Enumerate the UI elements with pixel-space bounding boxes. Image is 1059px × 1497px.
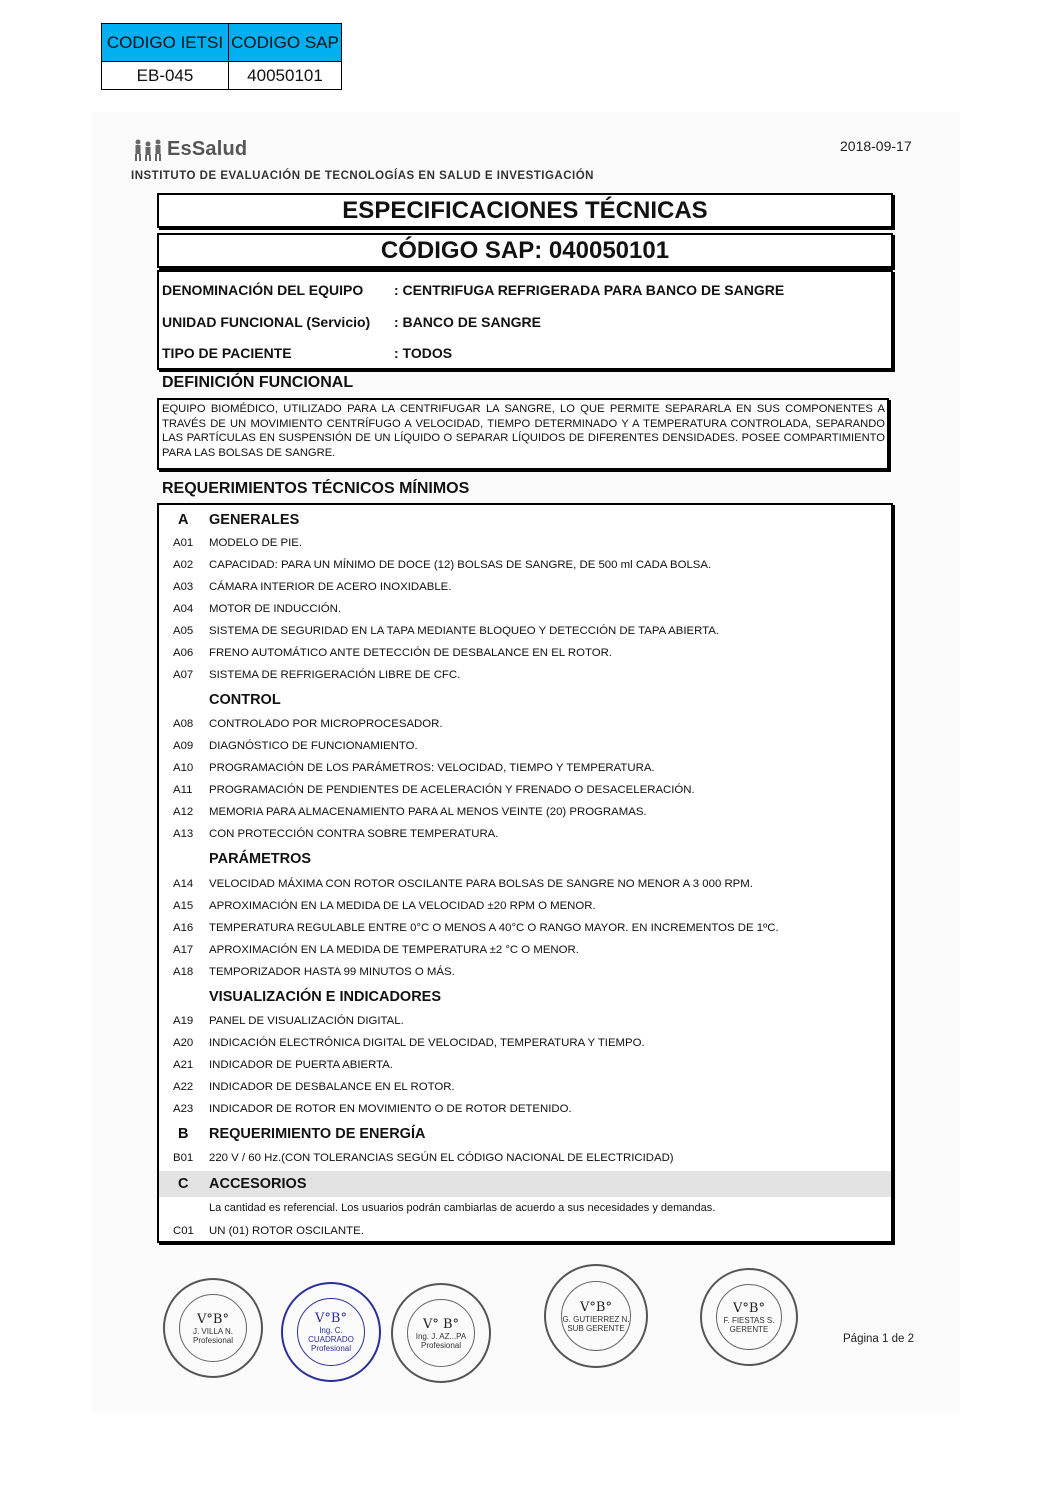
- requirement-row: [159, 643, 891, 663]
- requirement-text: TEMPERATURA REGULABLE ENTRE 0°C O MENOS A 40°C O RANGO MAYOR. EN INCREMENTOS DE 1ºC.: [209, 922, 779, 934]
- tipo-row: [162, 345, 452, 361]
- requerimientos-heading: REQUERIMIENTOS TÉCNICOS MÍNIMOS: [162, 480, 470, 497]
- stamp-5-role: GERENTE: [729, 1324, 769, 1334]
- requirement-text: PROGRAMACIÓN DE LOS PARÁMETROS: VELOCIDAD, TIEMPO Y TEMPERATURA.: [209, 762, 655, 774]
- code-ietsi-value: EB-045: [102, 62, 229, 90]
- stamp-5-vb: V°B°: [733, 1300, 765, 1316]
- requirement-text: CAPACIDAD: PARA UN MÍNIMO DE DOCE (12) BOLSAS DE SANGRE, DE 500 ml CADA BOLSA.: [209, 559, 712, 571]
- denominacion-value: : CENTRIFUGA REFRIGERADA PARA BANCO DE SANGRE: [394, 282, 785, 298]
- section-visualizacion-title: VISUALIZACIÓN E INDICADORES: [209, 989, 442, 1005]
- requirements-box: [157, 503, 893, 1243]
- requirement-text: INDICADOR DE DESBALANCE EN EL ROTOR.: [209, 1081, 455, 1093]
- requirement-row: [159, 962, 891, 982]
- requirement-row: [159, 874, 891, 894]
- logo-text: EsSalud: [167, 138, 248, 160]
- requirement-text: MEMORIA PARA ALMACENAMIENTO PARA AL MENOS VEINTE (20) PROGRAMAS.: [209, 806, 647, 818]
- stamp-4-role: SUB GERENTE: [567, 1323, 625, 1333]
- stamp-3-vb: V° B°: [422, 1316, 460, 1332]
- tipo-label: TIPO DE PACIENTE: [162, 345, 292, 361]
- requirement-code: A09: [173, 740, 194, 752]
- unidad-label: UNIDAD FUNCIONAL (Servicio): [162, 314, 371, 330]
- unidad-value: : BANCO DE SANGRE: [394, 314, 542, 330]
- stamp-4-name: G. GUTIERREZ N.: [562, 1314, 630, 1324]
- denominacion-label: DENOMINACIÓN DEL EQUIPO: [162, 282, 364, 298]
- requirement-row: [159, 918, 891, 938]
- requirement-text: MOTOR DE INDUCCIÓN.: [209, 603, 342, 615]
- requirement-row: [159, 621, 891, 641]
- requirement-row: [159, 599, 891, 619]
- requirement-code: A08: [173, 718, 194, 730]
- requirement-code: A02: [173, 559, 194, 571]
- requirement-code: A12: [173, 806, 194, 818]
- requirement-code: A21: [173, 1059, 194, 1071]
- stamp-2-name: Ing. C. CUADRADO: [308, 1326, 354, 1344]
- requirement-text: FRENO AUTOMÁTICO ANTE DETECCIÓN DE DESBALANCE EN EL ROTOR.: [209, 647, 612, 659]
- requirement-text: INDICADOR DE ROTOR EN MOVIMIENTO O DE ROTOR DETENIDO.: [209, 1103, 572, 1115]
- requirement-text: INDICADOR DE PUERTA ABIERTA.: [209, 1059, 393, 1071]
- requirement-row: [159, 533, 891, 553]
- stamp-3-name: Ing. J. AZ...PA: [415, 1331, 467, 1341]
- requirement-text: TEMPORIZADOR HASTA 99 MINUTOS O MÁS.: [209, 966, 455, 978]
- requirement-text: SISTEMA DE SEGURIDAD EN LA TAPA MEDIANTE BLOQUEO Y DETECCIÓN DE TAPA ABIERTA.: [209, 625, 719, 637]
- stamp-2-vb: V°B°: [315, 1311, 347, 1326]
- requirement-text: APROXIMACIÓN EN LA MEDIDA DE LA VELOCIDAD ±20 RPM O MENOR.: [209, 900, 596, 912]
- requirement-code: A06: [173, 647, 194, 659]
- requirement-row: [159, 1011, 891, 1031]
- requirement-row: [159, 1055, 891, 1075]
- stamp-4-vb: V°B°: [580, 1299, 612, 1315]
- section-a-letter: A: [178, 512, 189, 528]
- requirement-code: A05: [173, 625, 194, 637]
- tipo-value: : TODOS: [394, 345, 453, 361]
- requirement-code: A01: [173, 537, 194, 549]
- page-number: Página 1 de 2: [843, 1333, 914, 1345]
- requirement-code: C01: [173, 1225, 194, 1237]
- section-b-letter: B: [178, 1126, 189, 1142]
- requirement-code: A10: [173, 762, 194, 774]
- requirement-text: PROGRAMACIÓN DE PENDIENTES DE ACELERACIÓN Y FRENADO O DESACELERACIÓN.: [209, 784, 695, 796]
- requirement-text: CONTROLADO POR MICROPROCESADOR.: [209, 718, 443, 730]
- requirement-row: [159, 555, 891, 575]
- requirement-text: APROXIMACIÓN EN LA MEDIDA DE TEMPERATURA ±2 °C O MENOR.: [209, 944, 579, 956]
- code-ietsi-header: CODIGO IETSI: [102, 24, 229, 62]
- requirement-row: [159, 577, 891, 597]
- section-generales-title: GENERALES: [209, 512, 300, 528]
- stamp-1-name: J. VILLA N.: [192, 1326, 234, 1336]
- requirement-text: MODELO DE PIE.: [209, 537, 303, 549]
- requirement-row: [159, 802, 891, 822]
- requirement-text: UN (01) ROTOR OSCILANTE.: [209, 1225, 364, 1237]
- requirement-row: [159, 1099, 891, 1119]
- section-c-letter: C: [178, 1176, 189, 1192]
- stamp-3: [391, 1283, 491, 1383]
- requirement-code: A03: [173, 581, 194, 593]
- definicion-heading: DEFINICIÓN FUNCIONAL: [162, 374, 354, 391]
- requirement-code: A18: [173, 966, 194, 978]
- stamp-5-name: F. FIESTAS S.: [723, 1315, 775, 1325]
- requirement-row: [159, 714, 891, 734]
- unidad-row: [162, 314, 541, 330]
- section-energia-title: REQUERIMIENTO DE ENERGÍA: [209, 1126, 426, 1142]
- code-sap-value: 40050101: [229, 62, 342, 90]
- requirement-text: VELOCIDAD MÁXIMA CON ROTOR OSCILANTE PARA BOLSAS DE SANGRE NO MENOR A 3 000 RPM.: [209, 878, 753, 890]
- requirement-code: A19: [173, 1015, 194, 1027]
- code-table: [101, 23, 342, 90]
- essalud-logo: [133, 138, 247, 161]
- document-title: ESPECIFICACIONES TÉCNICAS: [157, 193, 893, 228]
- section-control-title: CONTROL: [209, 692, 281, 708]
- definicion-text: EQUIPO BIOMÉDICO, UTILIZADO PARA LA CENTRIFUGAR LA SANGRE, LO QUE PERMITE SEPARARLA EN SUS COMPONENTES A TRAVÉS DE UN MOVIMIENTO CENTRÍFUGO A VELOCIDAD, TIEMPO DETERMINADO Y A TEMPERATURA CONTROLADA, SEPARANDO LAS PARTÍCULAS EN SUSPENSIÓN DE UN LÍQUIDO O SEPARAR LÍQUIDOS DE DIFERENTES DENSIDADES. POSEE COMPARTIMIENTO PARA LAS BOLSAS DE SANGRE.: [157, 398, 889, 470]
- stamp-1-vb: V°B°: [197, 1311, 229, 1327]
- code-sap-header: CODIGO SAP: [229, 24, 342, 62]
- sap-code-title: CÓDIGO SAP: 040050101: [157, 233, 893, 268]
- accesorios-note: La cantidad es referencial. Los usuarios podrán cambiarlas de acuerdo a sus necesidades y demandas.: [209, 1202, 716, 1214]
- requirement-text: INDICACIÓN ELECTRÓNICA DIGITAL DE VELOCIDAD, TEMPERATURA Y TIEMPO.: [209, 1037, 645, 1049]
- requirement-row: [159, 1077, 891, 1097]
- section-parametros-title: PARÁMETROS: [209, 851, 312, 867]
- equipment-info-box: [157, 270, 893, 370]
- requirement-row: [159, 780, 891, 800]
- denominacion-row: [162, 282, 784, 298]
- requirement-row: [159, 824, 891, 844]
- requirement-row: [159, 1221, 891, 1241]
- requirement-row: [159, 758, 891, 778]
- stamp-5: [700, 1268, 798, 1366]
- requirement-code: A13: [173, 828, 194, 840]
- requirement-row: [159, 665, 891, 685]
- requirement-code: A07: [173, 669, 194, 681]
- requirement-row: [159, 896, 891, 916]
- stamp-1-role: Profesional: [192, 1335, 234, 1345]
- stamp-1: [163, 1278, 263, 1378]
- requirement-code: A11: [173, 784, 193, 796]
- requirement-code: A22: [173, 1081, 194, 1093]
- requirement-text: CÁMARA INTERIOR DE ACERO INOXIDABLE.: [209, 581, 452, 593]
- document-date: 2018-09-17: [840, 138, 912, 154]
- stamp-2: [281, 1282, 381, 1382]
- requirement-code: A20: [173, 1037, 194, 1049]
- requirement-text: DIAGNÓSTICO DE FUNCIONAMIENTO.: [209, 740, 418, 752]
- stamp-3-role: Profesional: [420, 1340, 462, 1350]
- requirement-code: B01: [173, 1152, 194, 1164]
- stamp-2-role: Profesional: [310, 1344, 352, 1353]
- requirement-text: 220 V / 60 Hz.(CON TOLERANCIAS SEGÚN EL CÓDIGO NACIONAL DE ELECTRICIDAD): [209, 1152, 674, 1164]
- requirement-code: A15: [173, 900, 194, 912]
- requirement-code: A04: [173, 603, 194, 615]
- requirement-row: [159, 1033, 891, 1053]
- requirement-text: PANEL DE VISUALIZACIÓN DIGITAL.: [209, 1015, 404, 1027]
- requirement-code: A16: [173, 922, 194, 934]
- requirement-text: SISTEMA DE REFRIGERACIÓN LIBRE DE CFC.: [209, 669, 461, 681]
- people-logo-icon: [133, 139, 163, 161]
- institute-name: INSTITUTO DE EVALUACIÓN DE TECNOLOGÍAS EN SALUD E INVESTIGACIÓN: [131, 170, 594, 182]
- requirement-text: CON PROTECCIÓN CONTRA SOBRE TEMPERATURA.: [209, 828, 499, 840]
- requirement-row: [159, 736, 891, 756]
- requirement-code: A23: [173, 1103, 194, 1115]
- stamp-4: [544, 1264, 648, 1368]
- section-accesorios-title: ACCESORIOS: [209, 1176, 307, 1192]
- requirement-code: A17: [173, 944, 194, 956]
- requirement-row: [159, 940, 891, 960]
- requirement-code: A14: [173, 878, 194, 890]
- requirement-row: [159, 1148, 891, 1168]
